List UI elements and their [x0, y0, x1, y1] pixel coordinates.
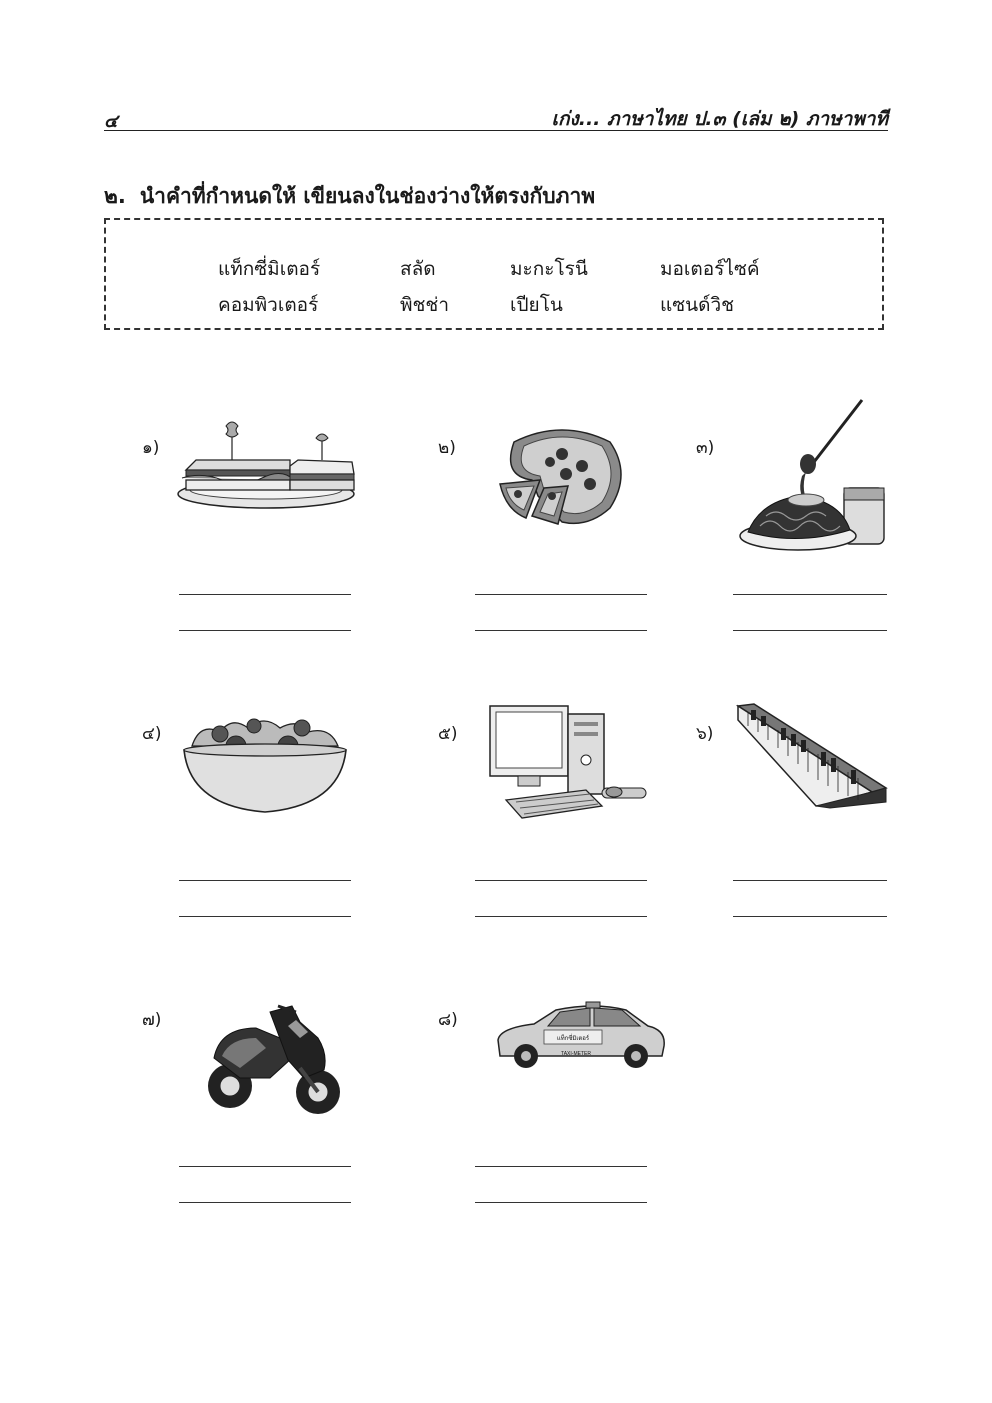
computer-picture [486, 702, 652, 822]
word-bank-item: พิชช่า [400, 294, 449, 316]
answer-line-6b[interactable] [733, 916, 887, 917]
answer-line-2b[interactable] [475, 630, 647, 631]
answer-line-4a[interactable] [179, 880, 351, 881]
item-label-4: ๔) [142, 724, 162, 744]
salad-picture [180, 712, 350, 816]
answer-line-1b[interactable] [179, 630, 351, 631]
word-bank-item: มะกะโรนี [510, 258, 588, 280]
item-label-8: ๘) [438, 1010, 458, 1030]
answer-line-2a[interactable] [475, 594, 647, 595]
answer-line-8a[interactable] [475, 1166, 647, 1167]
word-bank-item: คอมพิวเตอร์ [218, 294, 319, 316]
instruction-text: นำคำที่กำหนดให้ เขียนลงในช่องว่างให้ตรงกับภาพ [139, 184, 596, 208]
page-number: ๔ [104, 111, 118, 132]
word-bank [104, 218, 884, 330]
word-bank-item: เปียโน [510, 294, 563, 316]
item-label-1: ๑) [142, 438, 160, 458]
svg-text:แท็กซี่มิเตอร์: แท็กซี่มิเตอร์ [556, 1036, 590, 1042]
answer-line-3b[interactable] [733, 630, 887, 631]
item-label-2: ๒) [438, 438, 456, 458]
answer-line-5b[interactable] [475, 916, 647, 917]
taxi-sign: TAXI-METER [561, 1051, 591, 1057]
pizza-picture [492, 424, 632, 534]
answer-line-1a[interactable] [179, 594, 351, 595]
spaghetti-picture [736, 396, 890, 560]
sandwich-picture [172, 418, 362, 518]
answer-line-3a[interactable] [733, 594, 887, 595]
item-label-3: ๓) [696, 438, 715, 458]
item-label-6: ๖) [696, 724, 714, 744]
word-bank-item: มอเตอร์ไซค์ [660, 258, 760, 280]
word-bank-item: แท็กซี่มิเตอร์ [218, 258, 321, 280]
item-label-5: ๕) [438, 724, 458, 744]
taxi-picture [494, 1000, 670, 1074]
answer-line-8b[interactable] [475, 1202, 647, 1203]
header-divider [104, 130, 888, 131]
answer-line-7a[interactable] [179, 1166, 351, 1167]
answer-line-6a[interactable] [733, 880, 887, 881]
book-title: เก่ง... ภาษาไทย ป.๓ (เล่ม ๒) ภาษาพาที [551, 108, 888, 130]
answer-line-4b[interactable] [179, 916, 351, 917]
word-bank-item: แซนด์วิช [660, 294, 735, 316]
piano-keyboard-picture [734, 700, 890, 810]
item-label-7: ๗) [142, 1010, 162, 1030]
exercise-instruction [104, 180, 595, 213]
answer-line-7b[interactable] [179, 1202, 351, 1203]
word-bank-item: สลัด [400, 258, 436, 280]
answer-line-5a[interactable] [475, 880, 647, 881]
motorcycle-picture [200, 998, 346, 1120]
exercise-number: ๒. [104, 184, 126, 208]
